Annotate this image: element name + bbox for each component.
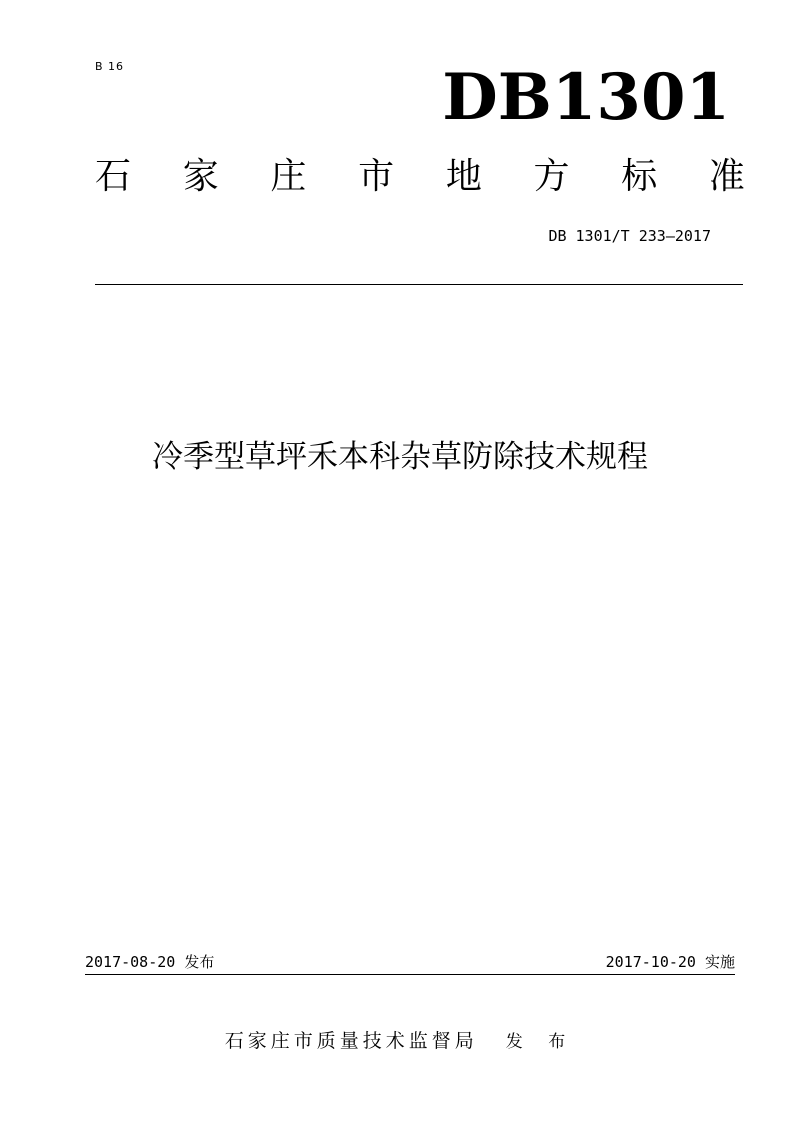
implement-label: 实施 — [704, 953, 735, 971]
standard-type-char: 标 — [621, 156, 658, 197]
classification-code: B 16 — [95, 60, 125, 73]
publish-label: 发布 — [184, 953, 215, 971]
standard-type-heading — [95, 152, 745, 202]
header-divider — [95, 284, 743, 285]
publish-date-group — [85, 950, 214, 974]
publish-date: 2017-08-20 — [85, 953, 176, 971]
standard-type-char: 市 — [358, 156, 395, 197]
standard-type-char: 方 — [533, 156, 570, 197]
implement-date: 2017-10-20 — [605, 953, 696, 971]
standard-logo-code: DB1301 — [442, 60, 730, 135]
implement-date-group — [606, 950, 735, 974]
standard-type-char: 家 — [182, 156, 219, 197]
publisher-name: 石家庄市质量技术监督局 — [224, 1030, 478, 1052]
document-title: 冷季型草坪禾本科杂草防除技术规程 — [152, 439, 648, 475]
standard-type-char: 准 — [708, 156, 745, 197]
publisher-action: 发 布 — [505, 1032, 576, 1052]
date-row — [85, 950, 735, 974]
standard-type-char: 地 — [445, 156, 482, 197]
standard-type-char: 庄 — [270, 156, 307, 197]
footer-divider — [85, 974, 735, 975]
publisher-row — [0, 1026, 800, 1056]
standard-type-char: 石 — [95, 156, 132, 197]
standard-number: DB 1301/T 233—2017 — [548, 227, 711, 245]
